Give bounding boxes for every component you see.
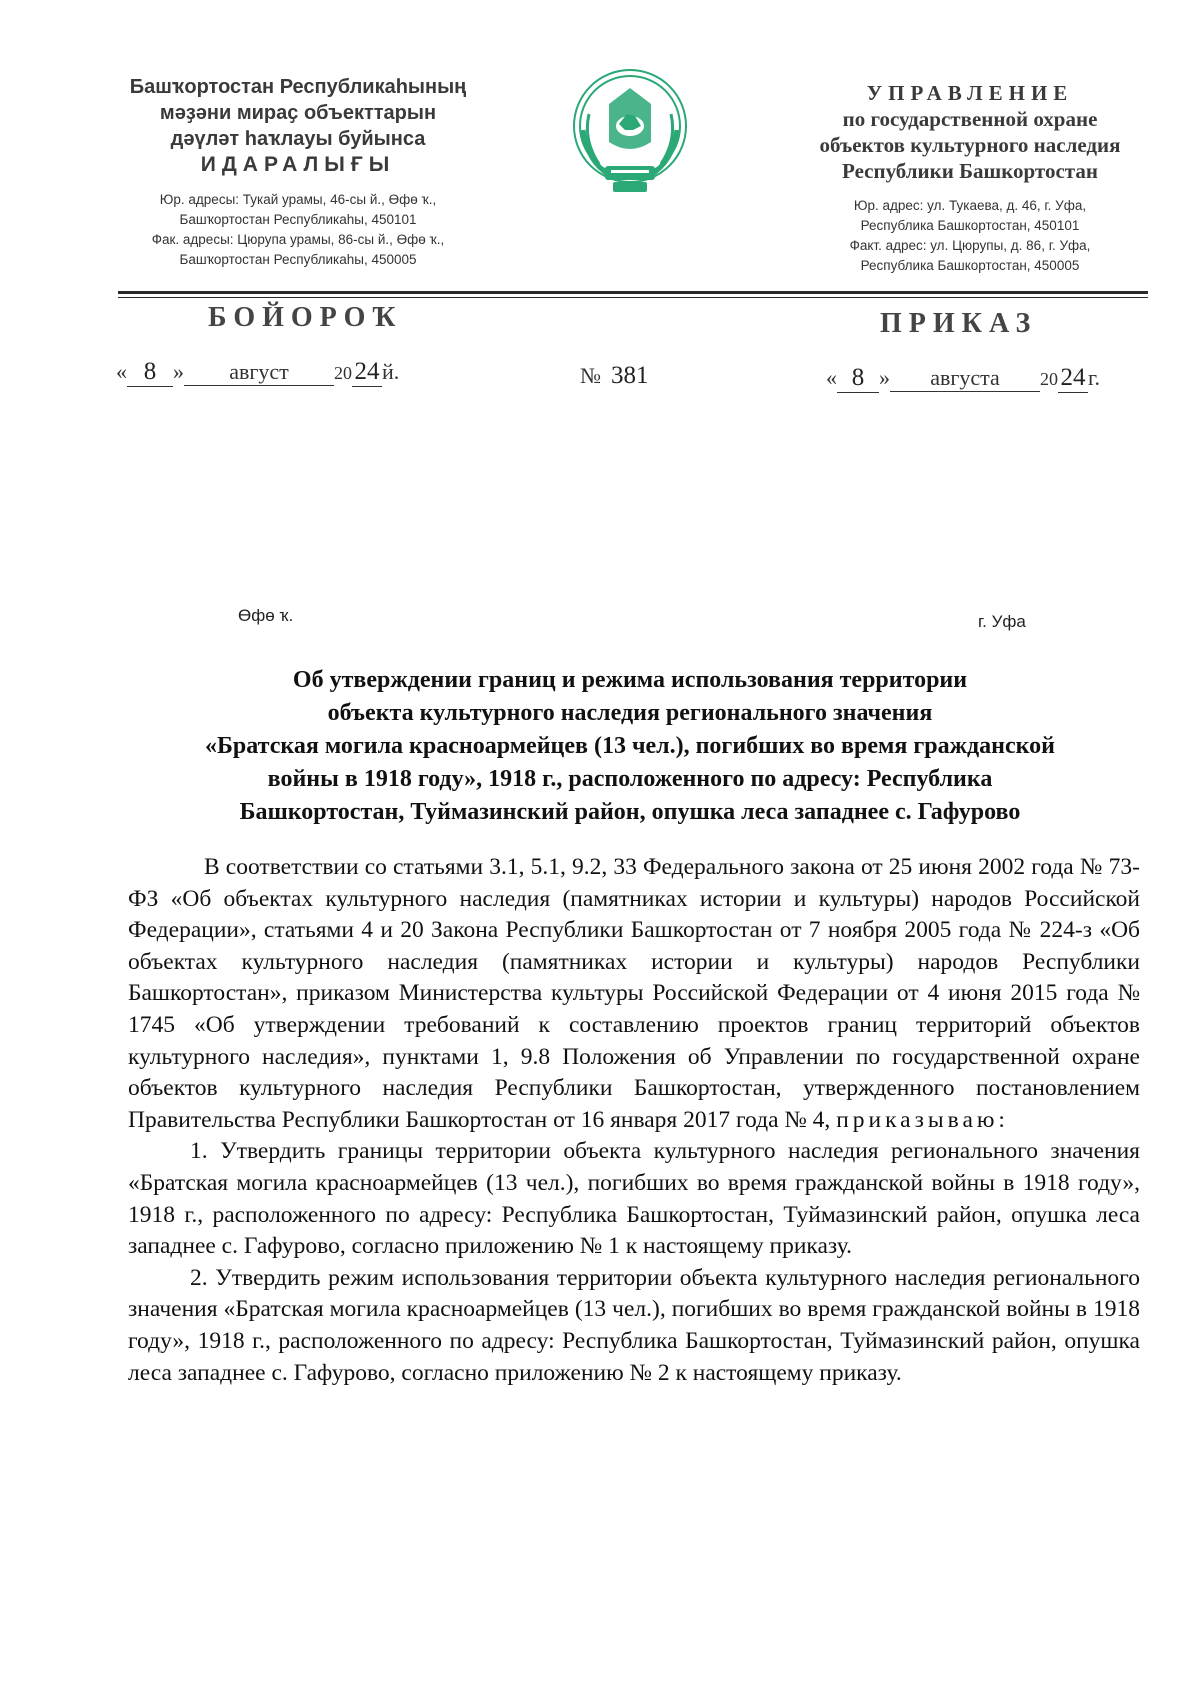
date-year-prefix: 20	[1040, 369, 1058, 389]
date-russian	[826, 364, 1100, 393]
body-intro-text: В соответствии со статьями 3.1, 5.1, 9.2, 33 Федерального закона от 25 июня 2002 года № 73-ФЗ «Об объектах культурного наследия (памятниках истории и культуры) народов Российской Федерации», статьями 4 и 20 Закона Республики Башкортостан от 7 ноября 2005 года № 224-з «Об объектах культурного наследия (памятниках истории и культуры) народов Республики Башкортостан», приказом Министерства культуры Российской Федерации от 4 июня 2015 года № 1745 «Об утверждении требований к составлению проектов границ территорий объектов культурного наследия», пунктами 1, 9.8 Положения об Управлении по государственной охране объектов культурного наследия Республики Башкортостан, утвержденного постановлением Правительства Республики Башкортостан от 16 января 2017 года № 4,	[128, 854, 1140, 1133]
org-name-russian-line-3: Республики Башкортостан	[842, 159, 1098, 183]
address-line: Фак. адресы: Цюрупа урамы, 86-сы й., Өфө ҡ.,	[151, 232, 445, 247]
header-left	[108, 74, 488, 270]
org-name-bashkir-line-3: дәүләт һаҡлауы буйынса	[170, 128, 426, 150]
quote-close: »	[879, 365, 890, 390]
address-line: Республика Башкортостан, 450005	[860, 258, 1080, 273]
date-month: август	[184, 359, 334, 386]
header-divider-thin	[118, 297, 1148, 298]
body-intro-paragraph	[128, 852, 1140, 1136]
address-bashkir	[108, 190, 488, 270]
doc-number	[580, 362, 649, 390]
title-line: «Братская могила красноармейцев (13 чел.), погибших во время гражданской	[205, 733, 1055, 759]
header-right	[790, 80, 1150, 276]
org-name-russian-line-2: объектов культурного наследия	[819, 133, 1121, 157]
org-name-russian-line-1: по государственной охране	[842, 107, 1098, 131]
title-line: объекта культурного наследия регионального значения	[327, 700, 933, 726]
coat-of-arms-icon	[569, 64, 691, 196]
order-point-1: 1. Утвердить границы территории объекта культурного наследия регионального значения «Братская могила красноармейцев (13 чел.), погибших во время гражданской войны в 1918 году», 1918 г., расположенного по адресу: Республика Башкортостан, Туймазинский район, опушка леса западнее с. Гафурово, согласно приложению № 1 к настоящему приказу.	[128, 1138, 1140, 1260]
order-word: приказываю:	[836, 1106, 1009, 1133]
document-body	[128, 852, 1140, 1389]
org-name-bashkir-line-1: Башҡортостан Республикаһының	[129, 76, 467, 98]
date-month: августа	[890, 365, 1040, 392]
quote-open: «	[116, 359, 127, 384]
address-line: Республика Башкортостан, 450101	[860, 218, 1080, 233]
address-line: Юр. адресы: Тукай урамы, 46-сы й., Өфө ҡ.,	[159, 192, 437, 207]
number-label: №	[580, 363, 601, 388]
city-russian: г. Уфа	[978, 612, 1026, 631]
org-name-bashkir-line-2: мәҙәни мираҫ объекттарын	[159, 102, 437, 124]
org-name-russian-spaced: УПРАВЛЕНИЕ	[866, 81, 1074, 105]
address-line: Башҡортостан Республикаһы, 450005	[179, 252, 417, 267]
date-bashkir	[116, 358, 399, 387]
title-line: войны в 1918 году», 1918 г., расположенного по адресу: Республика	[267, 766, 993, 792]
quote-close: »	[173, 359, 184, 384]
order-point-2: 2. Утвердить режим использования территории объекта культурного наследия регионального значения «Братская могила красноармейцев (13 чел.), погибших во время гражданской войны в 1918 году», 1918 г., расположенного по адресу: Республика Башкортостан, Туймазинский район, опушка леса западнее с. Гафурово, согласно приложению № 2 к настоящему приказу.	[128, 1264, 1140, 1386]
city-bashkir: Өфө ҡ.	[238, 606, 294, 625]
quote-open: «	[826, 365, 837, 390]
doc-type-russian: ПРИКАЗ	[880, 308, 1038, 339]
address-line: Башҡортостан Республикаһы, 450101	[179, 212, 417, 227]
date-year-mark: й.	[382, 359, 400, 384]
date-year-suffix: 24	[352, 358, 382, 387]
header-divider-thick	[118, 291, 1148, 294]
address-line: Юр. адрес: ул. Тукаева, д. 46, г. Уфа,	[853, 198, 1087, 213]
date-year-suffix: 24	[1058, 364, 1088, 393]
date-year-mark: г.	[1088, 365, 1101, 390]
date-day: 8	[837, 364, 879, 393]
date-day: 8	[127, 358, 173, 387]
title-line: Об утверждении границ и режима использования территории	[292, 667, 968, 693]
title-line: Башкортостан, Туймазинский район, опушка леса западнее с. Гафурово	[239, 799, 1021, 825]
address-line: Факт. адрес: ул. Цюрупы, д. 86, г. Уфа,	[849, 238, 1091, 253]
date-year-prefix: 20	[334, 363, 352, 383]
address-russian	[790, 196, 1150, 276]
doc-type-bashkir: БОЙОРОҠ	[208, 302, 403, 333]
org-name-bashkir-spaced: ИДАРАЛЫҒЫ	[200, 153, 396, 176]
document-title	[120, 664, 1140, 829]
number-value: 381	[611, 362, 649, 389]
